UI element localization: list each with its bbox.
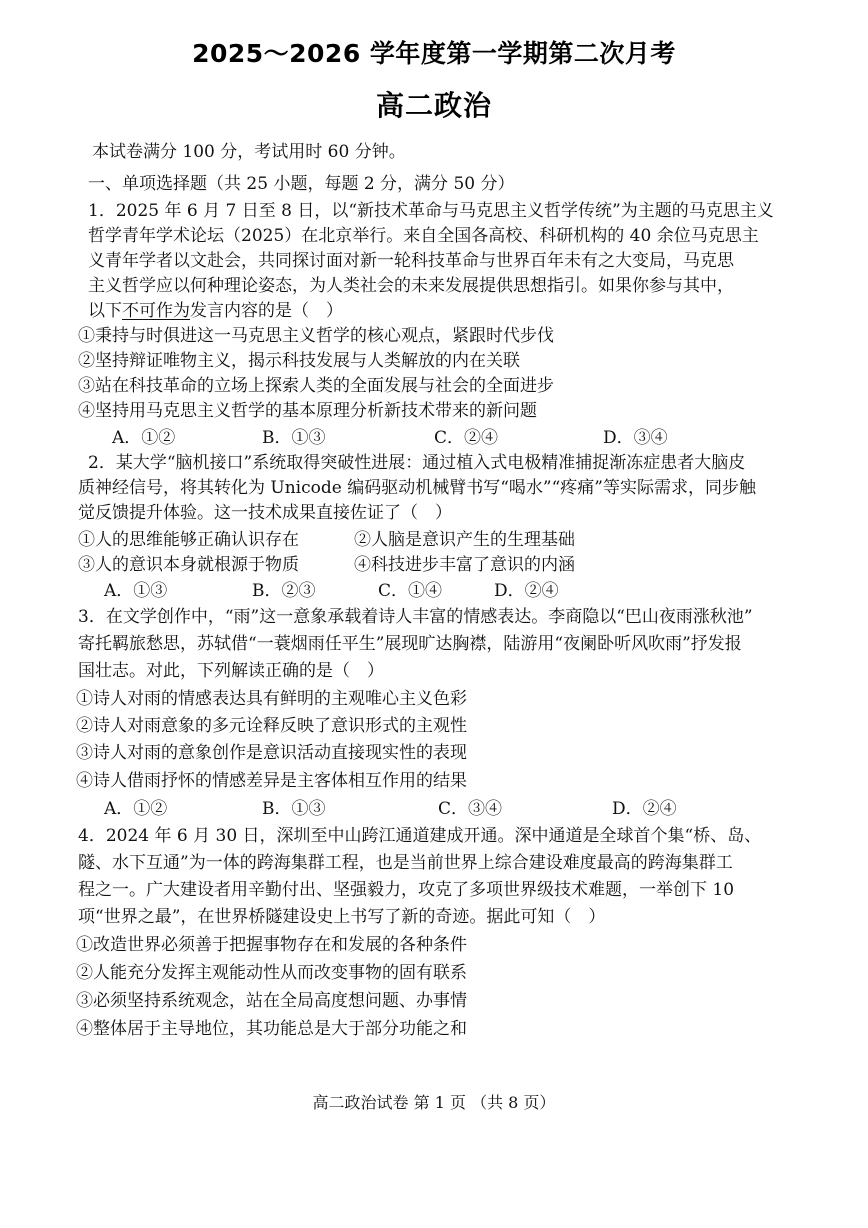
page-footer: 高二政治试卷 第 1 页 （共 8 页） [312,1093,556,1112]
option-d: D．③④ [603,428,668,448]
option-b: B．②③ [252,581,316,601]
stem-text: 以下 [88,301,122,321]
statement-4: ④整体居于主导地位，其功能总是大于部分功能之和 [76,1019,467,1039]
question-stem-line [88,299,343,323]
question-stem-line: 主义哲学应以何种理论姿态，为人类社会的未来发展提供思想指引。如果你参与其中， [88,276,734,296]
statement-3: ③人的意识本身就根源于物质 [78,555,299,575]
underlined-keyword: 不可作为 [122,301,190,321]
exam-title: 2025～2026 学年度第一学期第二次月考 [192,39,676,68]
question-stem-line: 哲学青年学术论坛（2025）在北京举行。来自全国各高校、科研机构的 40 余位马克思主 [88,226,759,246]
statement-4: ④诗人借雨抒怀的情感差异是主客体相互作用的结果 [76,771,467,791]
question-stem-line: 隧、水下互通”为一体的跨海集群工程，也是当前世界上综合建设难度最高的跨海集群工 [78,853,733,873]
statement-2: ②人脑是意识产生的生理基础 [354,530,575,550]
option-d: D．②④ [612,799,677,819]
question-stem-line: 寄托羁旅愁思，苏轼借“一蓑烟雨任平生”展现旷达胸襟，陆游用“夜阑卧听风吹雨”抒发报 [78,634,742,654]
statement-2: ②人能充分发挥主观能动性从而改变事物的固有联系 [76,963,467,983]
option-d: D．②④ [494,581,559,601]
statement-1: ①改造世界必须善于把握事物存在和发展的各种条件 [76,935,467,955]
option-c: C．②④ [434,428,499,448]
option-c: C．③④ [438,799,503,819]
question-stem-line: 质神经信号，将其转化为 Unicode 编码驱动机械臂书写“喝水”“疼痛”等实际需求，同步触 [78,478,756,498]
question-stem-line: 项“世界之最”，在世界桥隧建设史上书写了新的奇迹。据此可知（ ） [78,907,606,927]
statement-2: ②诗人对雨意象的多元诠释反映了意识形式的主观性 [76,716,467,736]
option-c: C．①④ [378,581,443,601]
question-stem-line: 3．在文学创作中，“雨”这一意象承载着诗人丰富的情感表达。李商隐以“巴山夜雨涨秋池” [78,607,753,627]
question-stem-line: 1．2025 年 6 月 7 日至 8 日，以“新技术革命与马克思主义哲学传统”为主题的马克思主义 [88,201,774,221]
question-stem-line: 4．2024 年 6 月 30 日，深圳至中山跨江通道建成开通。深中通道是全球首个集“桥、岛、 [78,826,762,846]
section-heading: 一、单项选择题（共 25 小题，每题 2 分，满分 50 分） [88,174,515,194]
question-stem-line: 2．某大学“脑机接口”系统取得突破性进展：通过植入式电极精准捕捉渐冻症患者大脑皮 [88,453,746,473]
stem-text: 发言内容的是（ ） [190,301,343,321]
option-a: A．①② [104,799,168,819]
statement-4: ④科技进步丰富了意识的内涵 [354,555,575,575]
statement-4: ④坚持用马克思主义哲学的基本原理分析新技术带来的新问题 [78,401,537,421]
statement-3: ③诗人对雨的意象创作是意识活动直接现实性的表现 [76,743,467,763]
question-stem-line: 国壮志。对此，下列解读正确的是（ ） [78,661,384,681]
statement-1: ①诗人对雨的情感表达具有鲜明的主观唯心主义色彩 [76,689,467,709]
question-stem-line: 觉反馈提升体验。这一技术成果直接佐证了（ ） [78,503,452,523]
statement-1: ①秉持与时俱进这一马克思主义哲学的核心观点，紧跟时代步伐 [78,326,554,346]
option-b: B．①③ [262,428,326,448]
exam-instructions: 本试卷满分 100 分，考试用时 60 分钟。 [92,142,406,162]
option-b: B．①③ [262,799,326,819]
statement-3: ③必须坚持系统观念，站在全局高度想问题、办事情 [76,991,467,1011]
statement-2: ②坚持辩证唯物主义，揭示科技发展与人类解放的内在关联 [78,351,520,371]
statement-3: ③站在科技革命的立场上探索人类的全面发展与社会的全面进步 [78,376,554,396]
statement-1: ①人的思维能够正确认识存在 [78,530,299,550]
question-stem-line: 程之一。广大建设者用辛勤付出、坚强毅力，攻克了多项世界级技术难题，一举创下 10 [78,880,735,900]
question-stem-line: 义青年学者以文赴会，共同探讨面对新一轮科技革命与世界百年未有之大变局，马克思 [88,251,734,271]
subject-title: 高二政治 [375,89,492,122]
option-a: A．①③ [104,581,168,601]
option-a: A．①② [112,428,176,448]
